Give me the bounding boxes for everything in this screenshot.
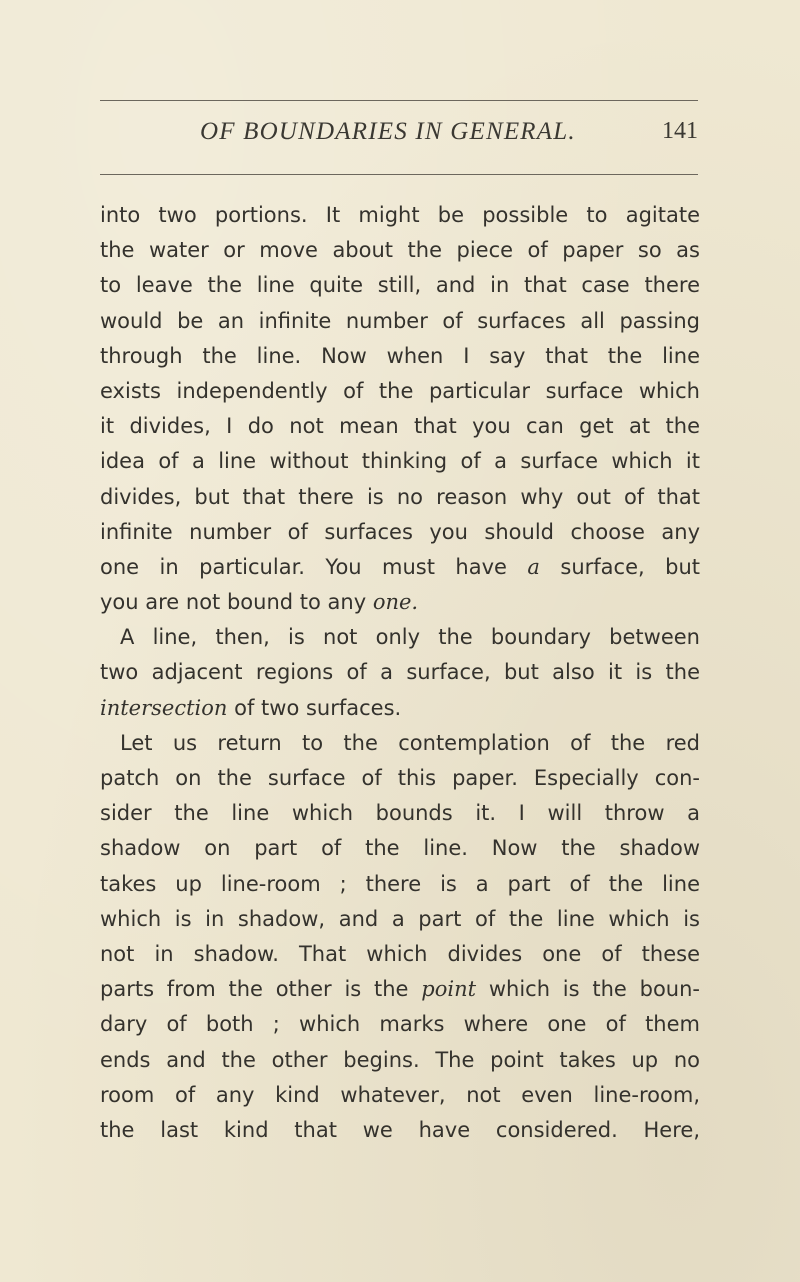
text-line: takes up line-room ; there is a part of the line [100,871,700,896]
text-line: it divides, I do not mean that you can get at the [100,414,700,439]
text-line: the water or move about the piece of paper so as [100,238,700,263]
text-line: to leave the line quite still, and in that case there [100,273,700,298]
emphasis: one. [372,590,419,615]
text-line: infinite number of surfaces you should choose any [100,519,700,544]
text-line [100,550,700,585]
text-line: exists independently of the particular surface which [100,378,700,403]
text-run: you are not bound to any [100,590,373,615]
text-line [100,691,700,726]
page-number: 141 [662,118,698,144]
text-run: parts from the other is the [100,977,422,1002]
emphasis: intersection [100,695,228,720]
running-head [100,118,698,158]
text-line: two adjacent regions of a surface, but also it is the [100,660,700,685]
text-run: which is the boun- [476,977,700,1002]
body-text [100,198,700,1148]
text-line: not in shadow. That which divides one of these [100,941,700,966]
text-run: of two surfaces. [227,695,402,720]
text-line: ends and the other begins. The point takes up no [100,1047,700,1072]
text-line: which is in shadow, and a part of the line which is [100,906,700,931]
header-rule-top [100,100,698,101]
text-line: through the line. Now when I say that the line [100,343,700,368]
emphasis: point [421,977,477,1002]
text-line: idea of a line without thinking of a surface which it [100,449,700,474]
text-line [100,585,700,620]
text-line: into two portions. It might be possible to agitate [100,203,700,227]
text-run: surface, but [539,554,700,579]
text-line: divides, but that there is no reason why out of that [100,484,700,509]
text-line: Let us return to the contemplation of the red [120,730,700,755]
header-rule-bottom [100,174,698,175]
text-line: A line, then, is not only the boundary between [120,625,700,650]
text-line: the last kind that we have considered. Here, [100,1117,700,1142]
emphasis: a [527,554,540,579]
text-line: room of any kind whatever, not even line-room, [100,1082,700,1107]
text-line [100,972,700,1007]
text-line: sider the line which bounds it. I will throw a [100,801,700,826]
text-line: would be an infinite number of surfaces all passing [100,308,700,333]
text-line: patch on the surface of this paper. Especially con- [100,766,700,790]
text-run: one in particular. You must have [100,554,528,579]
text-line: shadow on part of the line. Now the shadow [100,836,700,861]
text-line: dary of both ; which marks where one of them [100,1012,700,1037]
running-title: OF BOUNDARIES IN GENERAL. [200,118,576,145]
